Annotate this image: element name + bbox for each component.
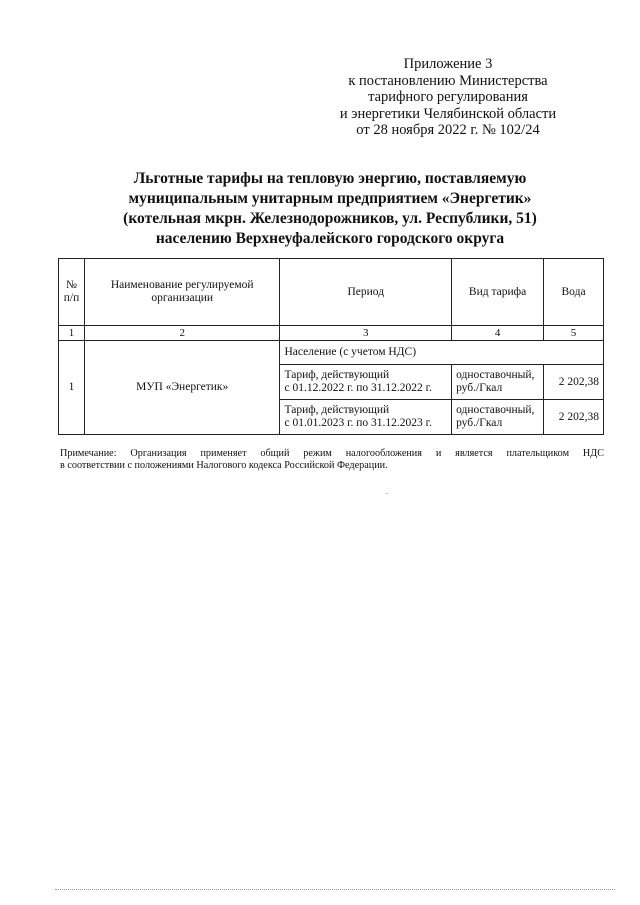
tariff-type-cell: [452, 400, 544, 435]
tariff-type-line: одноставочный,: [456, 404, 535, 416]
title-line: (котельная мкрн. Железнодорожников, ул. Республики, 51): [123, 210, 537, 227]
footnote-line: в соответствии с положениями Налогового кодекса Российской Федерации.: [60, 460, 388, 471]
header-tariff-type: Вид тарифа: [452, 259, 544, 326]
table-header-row: [59, 259, 604, 326]
water-value: 2 202,38: [544, 365, 604, 400]
group-row: [59, 341, 604, 365]
header-period: Период: [280, 259, 452, 326]
period-cell: [280, 365, 452, 400]
tariff-type-line: руб./Гкал: [456, 382, 503, 394]
appendix-block: [318, 56, 578, 139]
group-label: Население (с учетом НДС): [280, 341, 604, 365]
period-line: Тариф, действующий: [284, 369, 390, 381]
header-num: № п/п: [59, 259, 85, 326]
period-line: Тариф, действующий: [284, 404, 390, 416]
appendix-line: и энергетики Челябинской области: [339, 105, 557, 122]
scan-speck: [386, 493, 388, 494]
appendix-line: к постановлению Министерства: [348, 72, 548, 89]
tariff-type-line: одноставочный,: [456, 369, 535, 381]
row-number: 1: [59, 341, 85, 435]
header-org: Наименование регулируемой организации: [84, 259, 280, 326]
appendix-line: от 28 ноября 2022 г. № 102/24: [356, 122, 540, 138]
period-line: с 01.01.2023 г. по 31.12.2023 г.: [284, 417, 432, 429]
col-number: 1: [59, 326, 85, 341]
title-line: населению Верхнеуфалейского городского округа: [155, 230, 505, 247]
header-water: Вода: [544, 259, 604, 326]
tariff-type-line: руб./Гкал: [456, 417, 503, 429]
period-cell: [280, 400, 452, 435]
footnote: [60, 448, 604, 472]
tariff-table: [58, 258, 604, 435]
appendix-line: тарифного регулирования: [368, 89, 528, 105]
appendix-line: Приложение 3: [403, 56, 493, 72]
column-numbers-row: [59, 326, 604, 341]
water-value: 2 202,38: [544, 400, 604, 435]
scan-artifact-line: [55, 889, 615, 890]
period-line: с 01.12.2022 г. по 31.12.2022 г.: [284, 382, 432, 394]
title-line: муниципальным унитарным предприятием «Энергетик»: [128, 190, 532, 207]
tariff-type-cell: [452, 365, 544, 400]
col-number: 3: [280, 326, 452, 341]
col-number: 5: [544, 326, 604, 341]
title-line: Льготные тарифы на тепловую энергию, поставляемую: [133, 170, 527, 187]
document-title: [70, 169, 590, 249]
col-number: 4: [452, 326, 544, 341]
col-number: 2: [84, 326, 280, 341]
organization-name: МУП «Энергетик»: [84, 341, 280, 435]
footnote-line: Примечание: Организация применяет общий режим налогообложения и является плательщиком НДС: [60, 448, 604, 459]
